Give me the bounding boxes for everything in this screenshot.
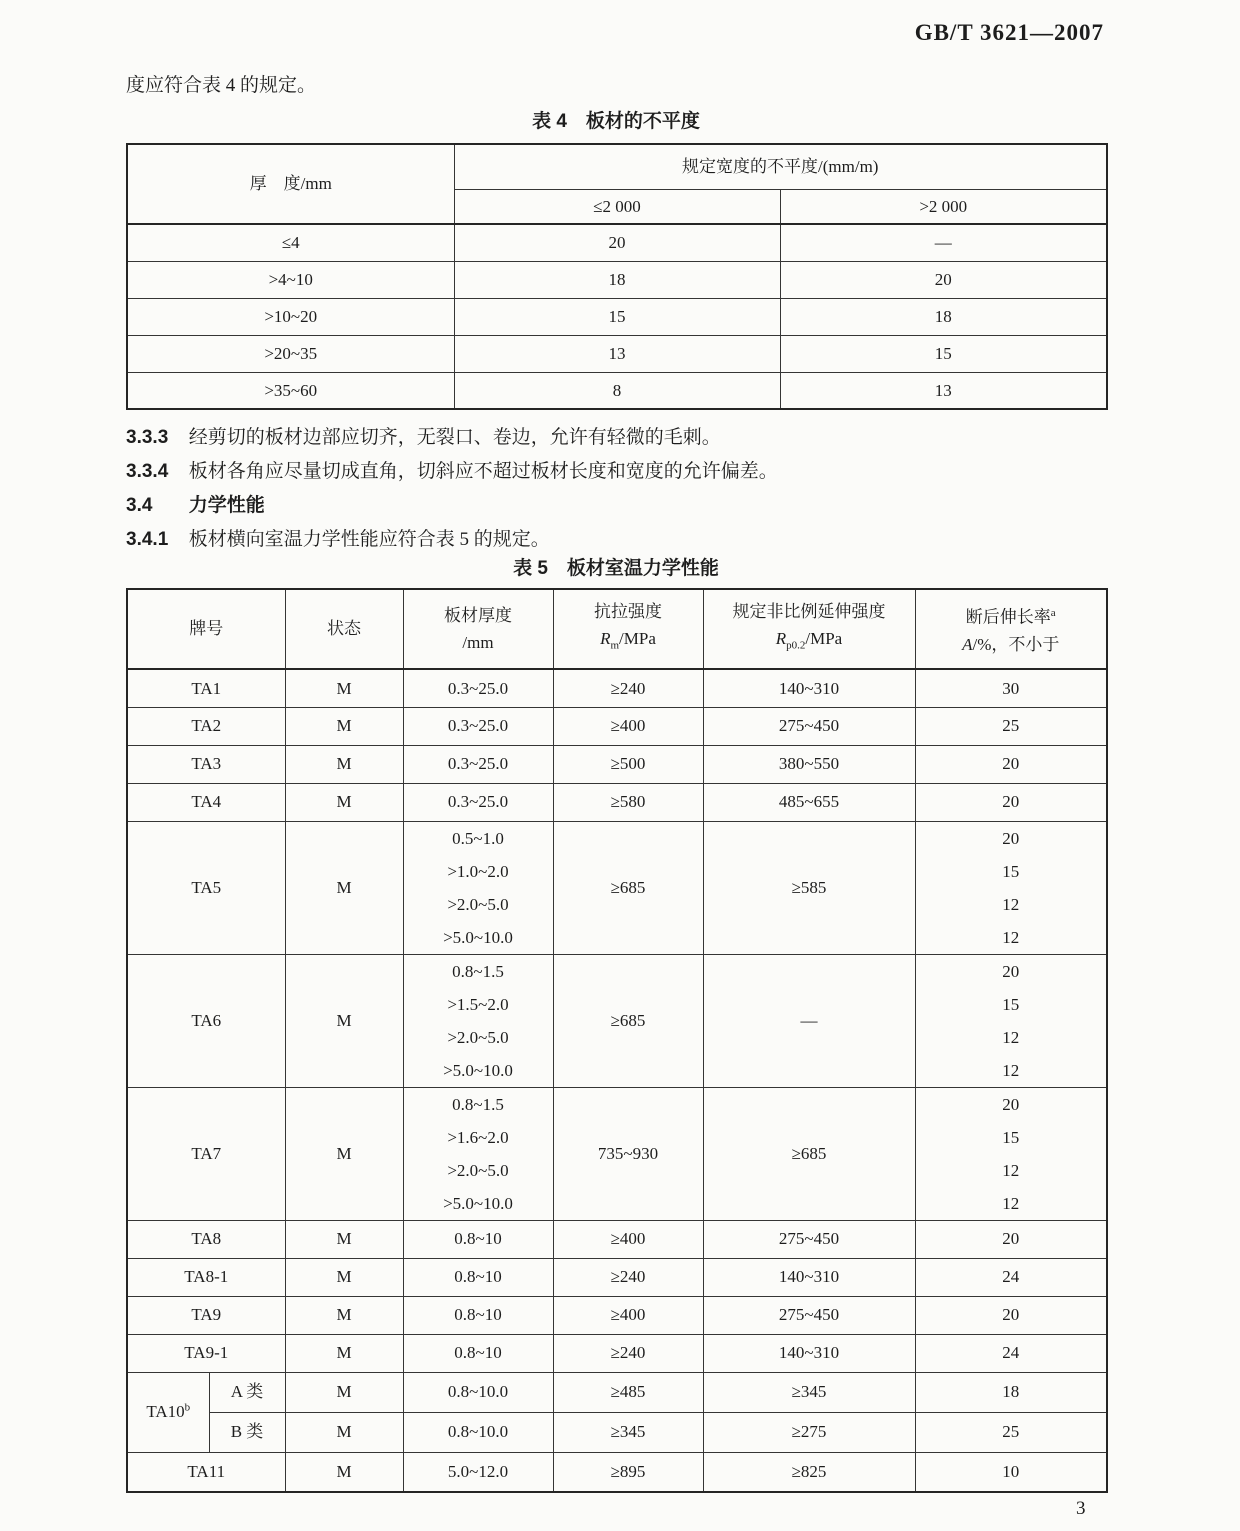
cell-elongation: 25 (915, 707, 1107, 745)
elongation-line: 20 (1002, 1094, 1020, 1114)
cell-tensile: 735~930 (553, 1087, 703, 1220)
cell-flatness-le2000: 18 (454, 261, 780, 298)
cell-elongation: 20 (915, 1296, 1107, 1334)
thickness-line: 0.5~1.0 (452, 828, 504, 848)
cell-thickness: 0.8~10 (403, 1220, 553, 1258)
cell-tensile: ≥500 (553, 745, 703, 783)
cell-flatness-gt2000: 20 (780, 261, 1107, 298)
cell-yield: 275~450 (703, 1296, 915, 1334)
clause-number: 3.4.1 (126, 529, 169, 550)
clause-text: 板材各角应尽量切成直角，切斜应不超过板材长度和宽度的允许偏差。 (188, 461, 778, 482)
cell-tensile: ≥240 (553, 1334, 703, 1372)
cell-yield: ≥825 (703, 1452, 915, 1492)
header-line: /mm (462, 633, 494, 652)
cell-thickness: >20~35 (127, 335, 454, 372)
cell-state: M (285, 669, 403, 707)
table-row (127, 745, 1107, 783)
cell-thickness: 0.8~10 (403, 1334, 553, 1372)
thickness-line: >2.0~5.0 (447, 1027, 509, 1047)
elongation-line: 12 (1002, 1160, 1020, 1180)
table-row (127, 821, 1107, 954)
cell-thickness (403, 954, 553, 1087)
cell-yield: 140~310 (703, 1334, 915, 1372)
cell-tensile: ≥400 (553, 707, 703, 745)
header-text: 断后伸长率 (965, 607, 1051, 627)
cell-grade: TA8-1 (127, 1258, 285, 1296)
cell-elongation: 20 (915, 1220, 1107, 1258)
clause-3-3-3 (126, 422, 721, 449)
table5 (126, 588, 1108, 1493)
cell-yield: ≥685 (703, 1087, 915, 1220)
cell-thickness: 0.8~10.0 (403, 1372, 553, 1412)
page-number: 3 (1076, 1498, 1086, 1519)
table4-subheader-gt2000: >2 000 (780, 189, 1107, 224)
cell-elongation: 24 (915, 1258, 1107, 1296)
cell-flatness-gt2000: 13 (780, 372, 1107, 409)
elongation-line: 12 (1002, 1027, 1020, 1047)
cell-grade: TA4 (127, 783, 285, 821)
clause-number: 3.3.3 (126, 427, 169, 448)
header-formula (554, 625, 703, 659)
cell-thickness: 5.0~12.0 (403, 1452, 553, 1492)
cell-tensile: ≥400 (553, 1296, 703, 1334)
table-row (127, 669, 1107, 707)
table-row (127, 1334, 1107, 1372)
cell-state: M (285, 1372, 403, 1412)
table-row (127, 261, 1107, 298)
thickness-line: >5.0~10.0 (443, 927, 513, 947)
thickness-line: 0.8~1.5 (452, 1094, 504, 1114)
header-state: 状态 (285, 589, 403, 669)
cell-grade: TA2 (127, 707, 285, 745)
elongation-line: 15 (1002, 994, 1020, 1014)
cell-flatness-gt2000: 18 (780, 298, 1107, 335)
unit-text: /MPa (805, 629, 843, 649)
cell-thickness: 0.3~25.0 (403, 669, 553, 707)
clause-text: 板材横向室温力学性能应符合表 5 的规定。 (188, 529, 550, 550)
table4-header-flatness: 规定宽度的不平度/(mm/m) (454, 144, 1107, 189)
cell-elongation: 25 (915, 1412, 1107, 1452)
table-row (127, 1220, 1107, 1258)
cell-yield: — (703, 954, 915, 1087)
cell-flatness-le2000: 20 (454, 224, 780, 261)
cell-grade: TA6 (127, 954, 285, 1087)
clause-3-3-4 (126, 456, 778, 483)
table5-title: 表 5 板材室温力学性能 (513, 558, 719, 579)
cell-grade-ta10 (127, 1372, 209, 1452)
clause-number: 3.4 (126, 495, 153, 516)
cell-thickness: >35~60 (127, 372, 454, 409)
clause-text: 经剪切的板材边部应切齐，无裂口、卷边，允许有轻微的毛刺。 (188, 427, 721, 448)
table-row (127, 707, 1107, 745)
cell-state: M (285, 821, 403, 954)
table-row (127, 224, 1107, 261)
thickness-line: >1.6~2.0 (447, 1127, 509, 1147)
header-line: 规定非比例延伸强度 (732, 602, 886, 622)
header-line (916, 600, 1107, 631)
table-row (127, 954, 1107, 1087)
table-row (127, 783, 1107, 821)
header-proof-strength (703, 589, 915, 669)
symbol-R: R (600, 629, 611, 649)
elongation-line: 20 (1002, 828, 1020, 848)
standard-number: GB/T 3621—2007 (914, 20, 1104, 45)
table-row (127, 1296, 1107, 1334)
cell-state: M (285, 1452, 403, 1492)
cell-grade: TA9-1 (127, 1334, 285, 1372)
cell-elongation: 20 (915, 783, 1107, 821)
table4-subheader-le2000: ≤2 000 (454, 189, 780, 224)
cell-elongation: 18 (915, 1372, 1107, 1412)
cell-thickness: 0.3~25.0 (403, 745, 553, 783)
cell-yield: 140~310 (703, 669, 915, 707)
cell-flatness-gt2000: 15 (780, 335, 1107, 372)
clause-3-4-heading (126, 490, 265, 517)
cell-tensile: ≥485 (553, 1372, 703, 1412)
elongation-line: 12 (1002, 927, 1020, 947)
cell-state: M (285, 1258, 403, 1296)
cell-elongation: 30 (915, 669, 1107, 707)
cell-grade: TA9 (127, 1296, 285, 1334)
header-formula (704, 625, 915, 659)
cell-thickness (403, 1087, 553, 1220)
cell-tensile: ≥580 (553, 783, 703, 821)
cell-thickness (403, 821, 553, 954)
table-row (127, 372, 1107, 409)
cell-elongation (915, 954, 1107, 1087)
elongation-line: 15 (1002, 1127, 1020, 1147)
cell-tensile: ≥685 (553, 821, 703, 954)
cell-thickness: 0.3~25.0 (403, 707, 553, 745)
symbol-R: R (775, 629, 787, 649)
cell-tensile: ≥240 (553, 669, 703, 707)
thickness-line: 0.8~1.5 (452, 961, 504, 981)
table5-header-row (127, 589, 1107, 669)
symbol-sub-m: m (610, 639, 620, 652)
cell-thickness: >4~10 (127, 261, 454, 298)
cell-state: M (285, 954, 403, 1087)
header-grade: 牌号 (127, 589, 285, 669)
cell-thickness: 0.3~25.0 (403, 783, 553, 821)
cell-flatness-le2000: 13 (454, 335, 780, 372)
cell-state: M (285, 745, 403, 783)
cell-elongation (915, 1087, 1107, 1220)
footnote-a-marker: a (1050, 607, 1056, 620)
cell-tensile: ≥895 (553, 1452, 703, 1492)
thickness-line: >1.5~2.0 (447, 994, 509, 1014)
clause-heading-text: 力学性能 (188, 495, 265, 516)
cell-state: M (285, 783, 403, 821)
cell-thickness: 0.8~10 (403, 1258, 553, 1296)
elongation-line: 12 (1002, 894, 1020, 914)
cell-state: M (285, 1334, 403, 1372)
cell-thickness: >10~20 (127, 298, 454, 335)
cell-yield: ≥275 (703, 1412, 915, 1452)
cell-yield: 275~450 (703, 707, 915, 745)
thickness-line: >5.0~10.0 (443, 1193, 513, 1213)
table-row (127, 1258, 1107, 1296)
table-row (127, 335, 1107, 372)
header-thickness (403, 589, 553, 669)
thickness-line: >2.0~5.0 (447, 894, 509, 914)
header-tensile-strength (553, 589, 703, 669)
cell-thickness: ≤4 (127, 224, 454, 261)
clause-number: 3.3.4 (126, 461, 169, 482)
symbol-sub-p02: p0.2 (786, 639, 806, 652)
cell-grade: TA8 (127, 1220, 285, 1258)
cell-flatness-le2000: 15 (454, 298, 780, 335)
header-elongation (915, 589, 1107, 669)
cell-tensile: ≥685 (553, 954, 703, 1087)
elongation-line: 12 (1002, 1060, 1020, 1080)
cell-state: M (285, 1220, 403, 1258)
thickness-line: >5.0~10.0 (443, 1060, 513, 1080)
cell-tensile: ≥400 (553, 1220, 703, 1258)
footnote-b-marker: b (184, 1401, 191, 1414)
cell-flatness-le2000: 8 (454, 372, 780, 409)
unit-text: /MPa (619, 629, 656, 649)
cell-elongation: 24 (915, 1334, 1107, 1372)
cell-state: M (285, 1412, 403, 1452)
elongation-line: 15 (1002, 861, 1020, 881)
table-row (127, 1087, 1107, 1220)
symbol-A: A (962, 634, 973, 654)
intro-text: 度应符合表 4 的规定。 (126, 75, 317, 96)
cell-grade: TA7 (127, 1087, 285, 1220)
cell-thickness: 0.8~10.0 (403, 1412, 553, 1452)
cell-class: A 类 (209, 1372, 285, 1412)
cell-grade: TA3 (127, 745, 285, 783)
cell-flatness-gt2000: — (780, 224, 1107, 261)
table4-header-thickness: 厚 度/mm (127, 144, 454, 224)
elongation-line: 12 (1002, 1193, 1020, 1213)
header-line: 抗拉强度 (594, 602, 662, 622)
thickness-line: >1.0~2.0 (447, 861, 509, 881)
cell-yield: ≥585 (703, 821, 915, 954)
clause-3-4-1 (126, 524, 550, 551)
cell-class: B 类 (209, 1412, 285, 1452)
cell-yield: 485~655 (703, 783, 915, 821)
elongation-line: 20 (1002, 961, 1020, 981)
cell-state: M (285, 1296, 403, 1334)
grade-text: TA10 (146, 1402, 185, 1422)
table-row (127, 1452, 1107, 1492)
table4 (126, 143, 1108, 410)
cell-grade: TA5 (127, 821, 285, 954)
cell-yield: 380~550 (703, 745, 915, 783)
unit-text: /%，不小于 (972, 634, 1060, 654)
cell-elongation: 10 (915, 1452, 1107, 1492)
cell-yield: 140~310 (703, 1258, 915, 1296)
header-line: 板材厚度 (444, 606, 512, 625)
table-row (127, 1412, 1107, 1452)
cell-thickness: 0.8~10 (403, 1296, 553, 1334)
cell-elongation: 20 (915, 745, 1107, 783)
table-row (127, 298, 1107, 335)
cell-state: M (285, 707, 403, 745)
cell-grade: TA11 (127, 1452, 285, 1492)
table-row (127, 1372, 1107, 1412)
cell-tensile: ≥345 (553, 1412, 703, 1452)
cell-tensile: ≥240 (553, 1258, 703, 1296)
cell-yield: 275~450 (703, 1220, 915, 1258)
table4-title: 表 4 板材的不平度 (532, 111, 700, 132)
cell-state: M (285, 1087, 403, 1220)
table4-header-row (127, 144, 1107, 189)
thickness-line: >2.0~5.0 (447, 1160, 509, 1180)
cell-elongation (915, 821, 1107, 954)
cell-yield: ≥345 (703, 1372, 915, 1412)
header-formula (916, 631, 1107, 658)
cell-grade: TA1 (127, 669, 285, 707)
page-content (126, 0, 1106, 1531)
